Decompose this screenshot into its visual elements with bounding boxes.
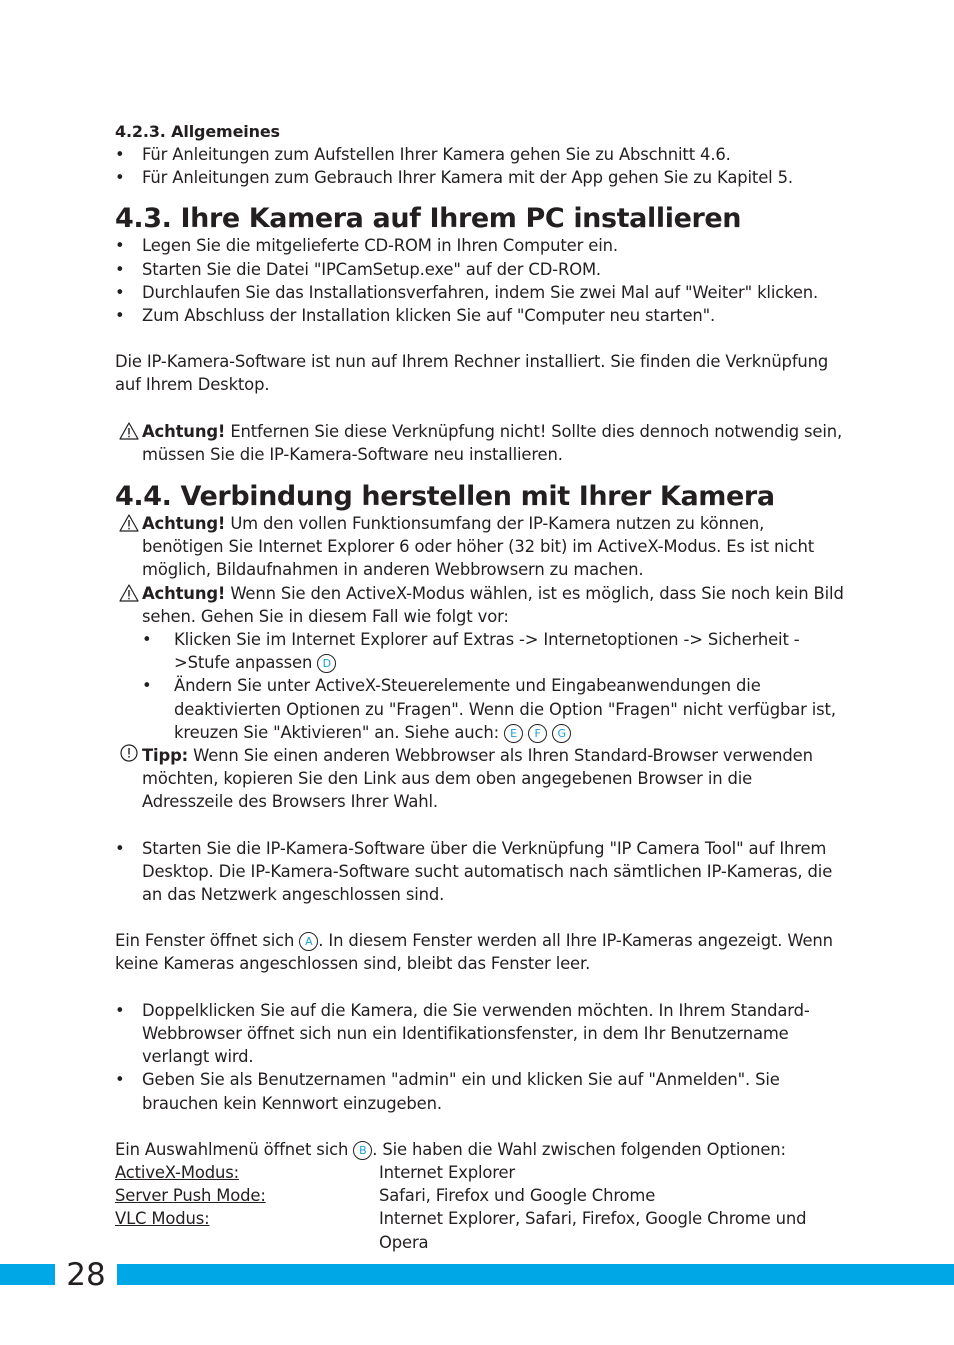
tip-text: Wenn Sie einen anderen Webbrowser als Ihren Standard-Browser verwenden möchten, kopieren Sie den Link aus dem oben angegebenen Browser in die Adresszeile des Browsers Ihrer Wahl. <box>142 746 813 812</box>
list-item: • Starten Sie die Datei "IPCamSetup.exe" auf der CD-ROM. <box>115 258 845 281</box>
warning-text: Entfernen Sie diese Verknüpfung nicht! Sollte dies dennoch notwendig sein, müssen Sie die IP-Kamera-Software neu installieren. <box>142 421 843 464</box>
figure-ref-badge: G <box>552 724 571 743</box>
warning-note <box>115 420 845 466</box>
option-key: VLC Modus: <box>115 1209 210 1229</box>
activex-steps-list <box>142 628 845 744</box>
list-item: • Geben Sie als Benutzernamen "admin" ein und klicken Sie auf "Anmelden". Sie brauchen kein Kennwort einzugeben. <box>115 1068 845 1114</box>
window-paragraph <box>115 929 845 975</box>
figure-ref-badge: F <box>528 724 547 743</box>
warning-label: Achtung! <box>142 421 226 441</box>
warning-note <box>115 582 845 628</box>
start-software-list <box>115 837 845 907</box>
option-row <box>115 1161 845 1184</box>
tip-note <box>115 744 845 814</box>
option-row <box>115 1184 845 1207</box>
warning-label: Achtung! <box>142 514 226 534</box>
list-item: • Für Anleitungen zum Aufstellen Ihrer Kamera gehen Sie zu Abschnitt 4.6. <box>115 143 845 166</box>
figure-ref-badge: E <box>504 724 523 743</box>
option-row <box>115 1207 845 1253</box>
page-number: 28 <box>55 1256 117 1294</box>
option-value: Internet Explorer <box>379 1162 515 1182</box>
warning-note <box>115 512 845 582</box>
list-item <box>142 628 845 674</box>
paragraph-text: Ein Auswahlmenü öffnet sich <box>115 1139 354 1159</box>
figure-ref-badge: B <box>353 1141 372 1160</box>
figure-ref-badge: A <box>299 932 318 951</box>
list-item: • Durchlaufen Sie das Installationsverfahren, indem Sie zwei Mal auf "Weiter" klicken. <box>115 281 845 304</box>
footer-bar <box>0 1264 954 1285</box>
list-item: • Doppelklicken Sie auf die Kamera, die Sie verwenden möchten. In Ihrem Standard-Webbrowser öffnet sich nun ein Identifikationsfenster, in dem Ihr Benutzername verlangt wird. <box>115 999 845 1069</box>
section-4-3-list <box>115 234 845 327</box>
figure-ref-badge: D <box>317 654 336 673</box>
menu-paragraph <box>115 1138 845 1161</box>
section-4-4-title: 4.4. Verbindung herstellen mit Ihrer Kamera <box>115 481 775 513</box>
warning-triangle-icon <box>119 422 139 440</box>
list-item: • Starten Sie die IP-Kamera-Software über die Verknüpfung "IP Camera Tool" auf Ihrem Desktop. Die IP-Kamera-Software sucht automatisch nach sämtlichen IP-Kameras, die an das Netzwerk angeschlossen sind. <box>115 837 845 907</box>
section-4-3-title: 4.3. Ihre Kamera auf Ihrem PC installieren <box>115 203 742 235</box>
warning-text: Um den vollen Funktionsumfang der IP-Kamera nutzen zu können, benötigen Sie Internet Explorer 6 oder höher (32 bit) im ActiveX-Modus. Es ist nicht möglich, Bildaufnahmen in anderen Webbrowsern zu machen. <box>142 514 815 580</box>
section-4-2-3-title: 4.2.3. Allgemeines <box>115 122 280 141</box>
install-paragraph: Die IP-Kamera-Software ist nun auf Ihrem Rechner installiert. Sie finden die Verknüpfung auf Ihrem Desktop. <box>115 352 829 395</box>
list-item: • Zum Abschluss der Installation klicken Sie auf "Computer neu starten". <box>115 304 845 327</box>
paragraph-text: . Sie haben die Wahl zwischen folgenden Optionen: <box>372 1139 786 1159</box>
paragraph-text: . In diesem Fenster werden all Ihre IP-Kameras angezeigt. Wenn keine Kameras angeschlossen sind, bleibt das Fenster leer. <box>115 931 833 974</box>
list-item: • Legen Sie die mitgelieferte CD-ROM in Ihren Computer ein. <box>115 234 845 257</box>
list-item <box>142 674 845 744</box>
option-value: Safari, Firefox und Google Chrome <box>379 1186 656 1206</box>
list-item: • Für Anleitungen zum Gebrauch Ihrer Kamera mit der App gehen Sie zu Kapitel 5. <box>115 166 845 189</box>
option-key: ActiveX-Modus: <box>115 1162 239 1182</box>
option-value: Internet Explorer, Safari, Firefox, Google Chrome und Opera <box>379 1209 807 1252</box>
exclamation-circle-icon <box>119 744 139 762</box>
warning-triangle-icon <box>119 514 139 532</box>
warning-label: Achtung! <box>142 583 226 603</box>
warning-text: Wenn Sie den ActiveX-Modus wählen, ist es möglich, dass Sie noch kein Bild sehen. Gehen Sie in diesem Fall wie folgt vor: <box>142 583 844 626</box>
section-4-2-3-list <box>115 143 845 189</box>
options-table <box>115 1161 845 1254</box>
list-item-text: Klicken Sie im Internet Explorer auf Extras -> Internetoptionen -> Sicherheit ->Stufe anpassen <box>174 630 800 673</box>
paragraph-text: Ein Fenster öffnet sich <box>115 931 300 951</box>
warning-triangle-icon <box>119 584 139 602</box>
tip-label: Tipp: <box>142 746 189 766</box>
option-key: Server Push Mode: <box>115 1186 266 1206</box>
list-item-text: Ändern Sie unter ActiveX-Steuerelemente und Eingabeanwendungen die deaktivierten Optionen zu "Fragen". Wenn die Option "Fragen" nicht verfügbar ist, kreuzen Sie "Aktivieren" an. Siehe auch: <box>174 676 836 742</box>
document-page <box>115 120 845 1254</box>
login-steps-list <box>115 999 845 1115</box>
